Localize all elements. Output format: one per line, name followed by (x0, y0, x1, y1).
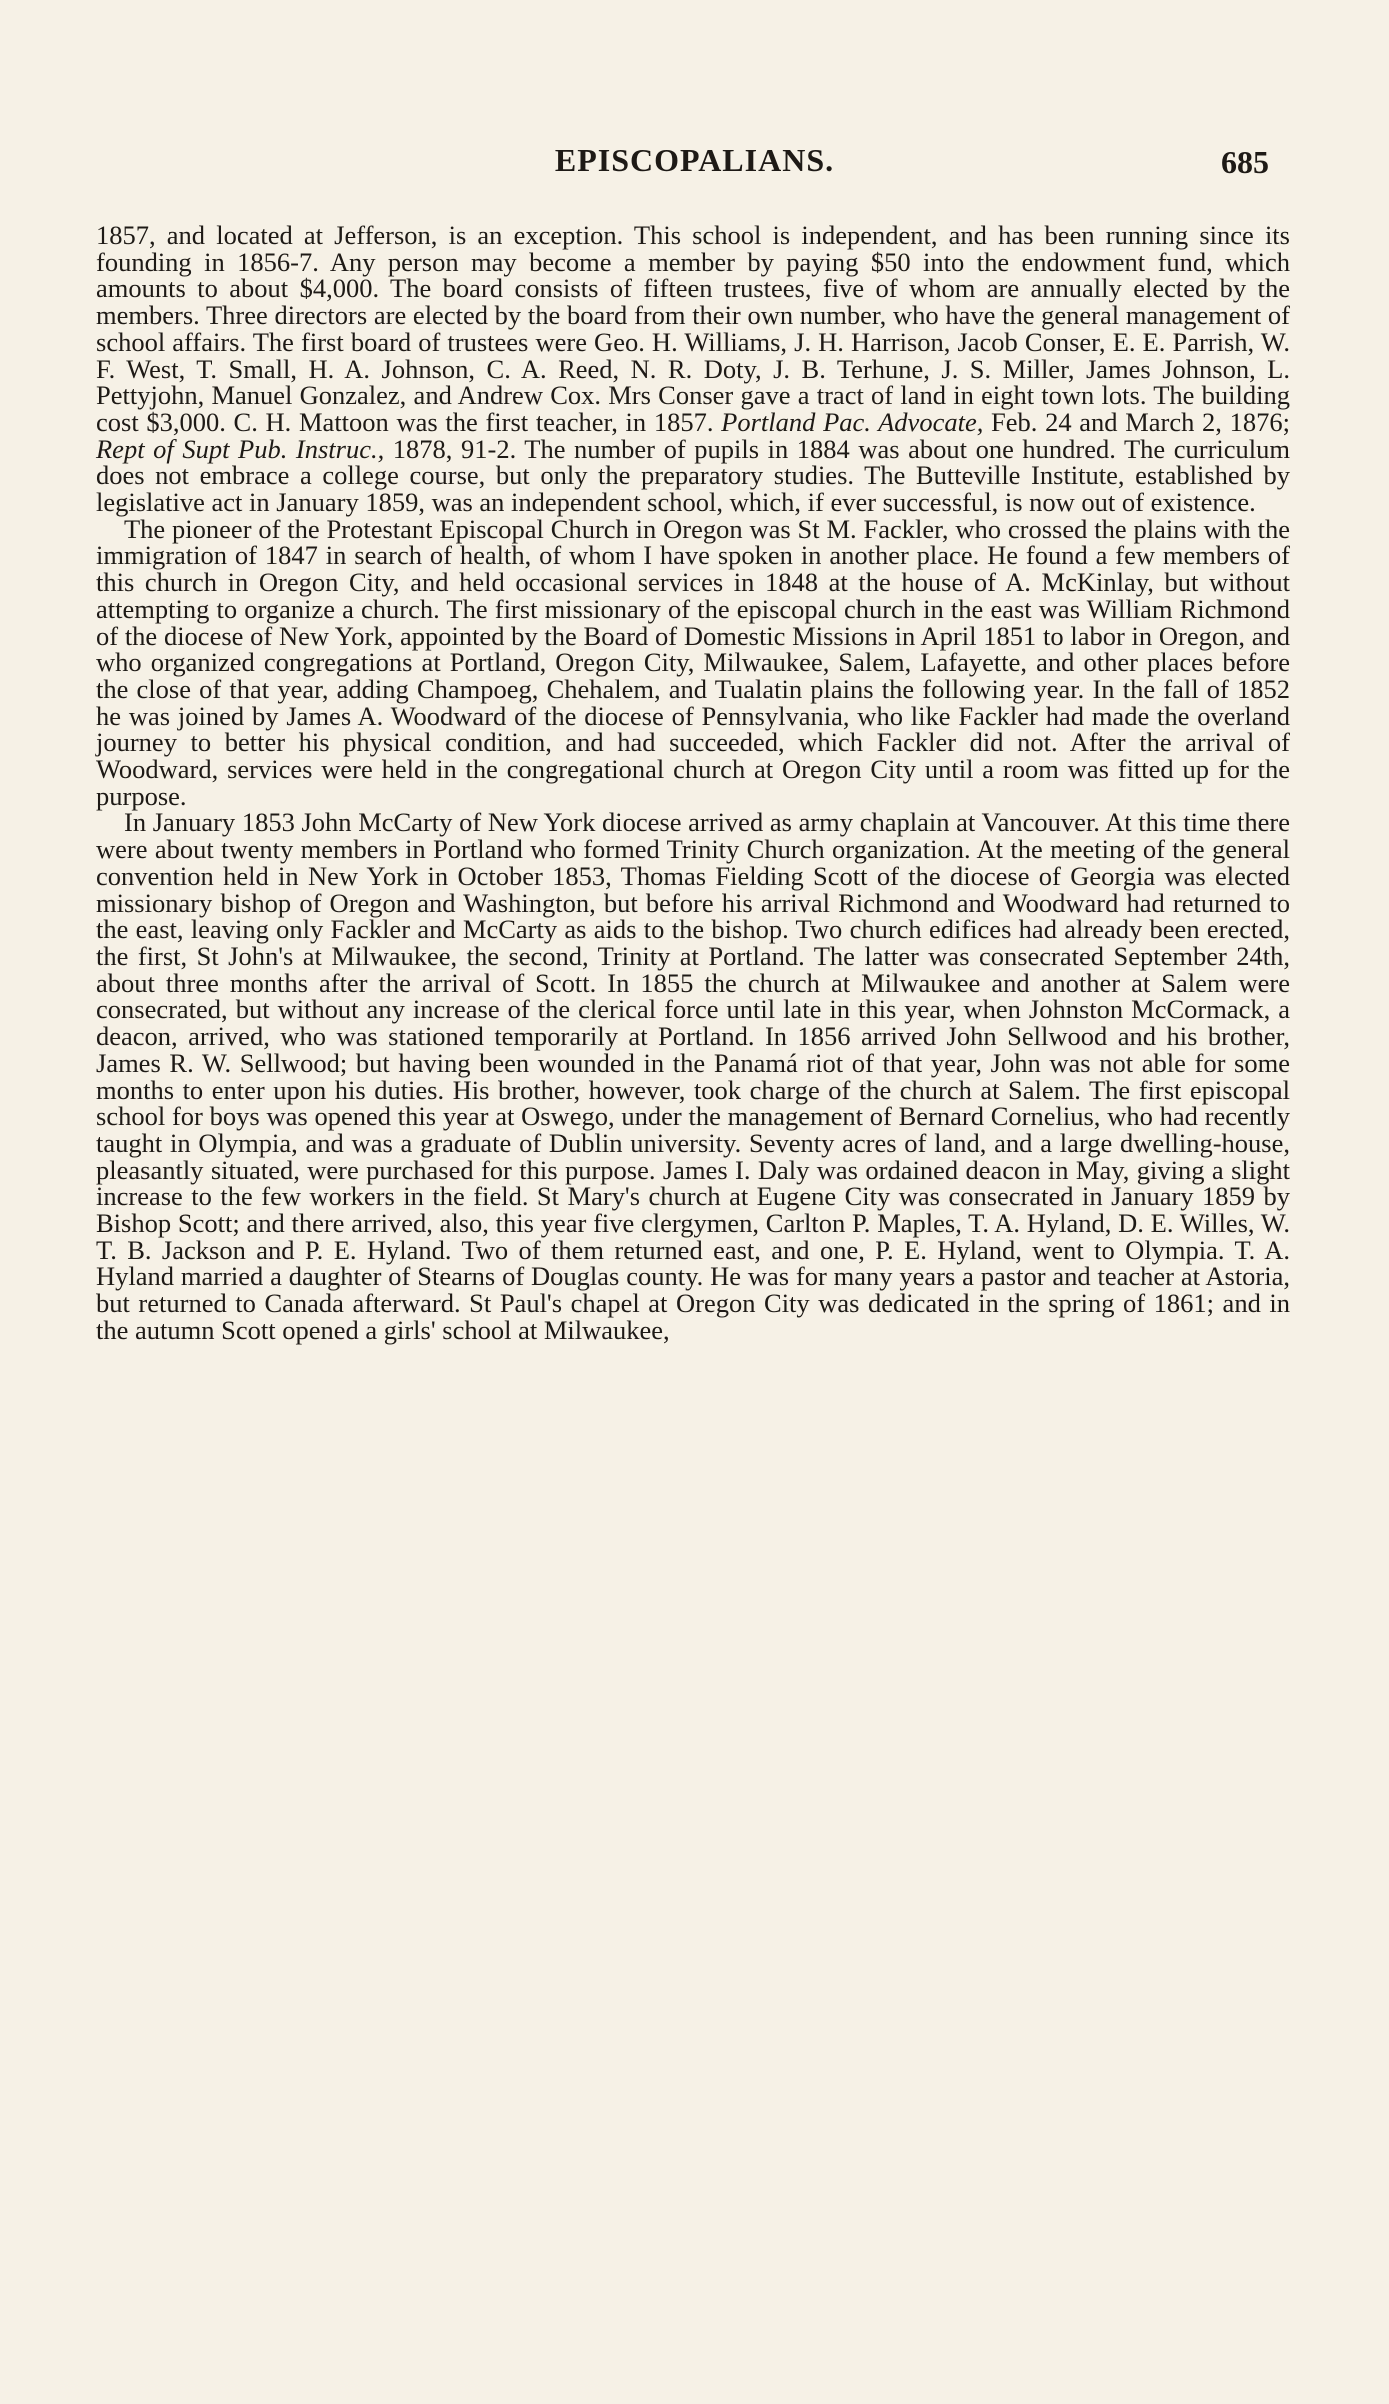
text-fragment: The pioneer of the Protestant Episcopal Church in Oregon was St M. Fackler, who crossed the plains with the immigration of 1847 in search of health, of whom I have spoken in another place. He found a few members of this church in Oregon City, and held occasional services in 1848 at the house of A. McKinlay, but without attempting to organize a church. The first missionary of the episcopal church in the east was William Richmond of the diocese of New York, appointed by the Board of Domestic Missions in April 1851 to labor in Oregon, and who organized congregations at Portland, Oregon City, Milwaukee, Salem, Lafayette, and other places before the close of that year, adding Champoeg, Chehalem, and Tualatin plains the following year. In the fall of 1852 he was joined by James A. Woodward of the diocese of Pennsylvania, who like Fackler had made the overland journey to better his physical condition, and had succeeded, which Fackler did not. After the arrival of Woodward, services were held in the congregational church at Oregon City until a room was fitted up for the purpose. (96, 513, 1290, 811)
paragraph-butteville-school (96, 222, 1290, 516)
text-fragment: 1878, 91-2. The number of pupils in 1884 was about one hundred. The curriculum does not embrace a college course, but only the preparatory studies. The Butteville Institute, established by legislative act in January 1859, was an independent school, which, if ever successful, is now out of existence. (96, 433, 1290, 518)
text-fragment: Feb. 24 and March 2, 1876; (983, 406, 1290, 437)
citation-italic: Portland Pac. Advocate, (721, 406, 984, 437)
page-header (0, 142, 1389, 182)
citation-italic: Rept of Supt Pub. Instruc., (96, 433, 385, 464)
text-fragment: 1857, and located at Jefferson, is an exception. This school is independent, and has been running since its founding in 1856-7. Any person may become a member by paying $50 into the endowment fund, which amounts to about $4,000. The board consists of fifteen trustees, five of whom are annually elected by the members. Three directors are elected by the board from their own number, who have the general management of school affairs. The first board of trustees were Geo. H. Williams, J. H. Harrison, Jacob Conser, E. E. Parrish, W. F. West, T. Small, H. A. Johnson, C. A. Reed, N. R. Doty, J. B. Terhune, J. S. Miller, James Johnson, L. Pettyjohn, Manuel Gonzalez, and Andrew Cox. Mrs Conser gave a tract of land in eight town lots. The building cost $3,000. C. H. Mattoon was the first teacher, in 1857. (96, 220, 1290, 437)
paragraph-mccarty-scott (96, 809, 1290, 1343)
text-fragment: In January 1853 John McCarty of New York diocese arrived as army chaplain at Vancouver. At this time there were about twenty members in Portland who formed Trinity Church organization. At the meeting of the general convention held in New York in October 1853, Thomas Fielding Scott of the diocese of Georgia was elected missionary bishop of Oregon and Washington, but before his arrival Richmond and Woodward had returned to the east, leaving only Fackler and McCarty as aids to the bishop. Two church edifices had already been erected, the first, St John's at Milwaukee, the second, Trinity at Portland. The latter was consecrated September 24th, about three months after the arrival of Scott. In 1855 the church at Milwaukee and another at Salem were consecrated, but without any increase of the clerical force until late in this year, when Johnston McCormack, a deacon, arrived, who was stationed temporarily at Portland. In 1856 arrived John Sellwood and his brother, James R. W. Sellwood; but having been wounded in the Panamá riot of that year, John was not able for some months to enter upon his duties. His brother, however, took charge of the church at Salem. The first episcopal school for boys was opened this year at Oswego, under the management of Bernard Cornelius, who had recently taught in Olympia, and was a graduate of Dublin university. Seventy acres of land, and a large dwelling-house, pleasantly situated, were purchased for this purpose. James I. Daly was ordained deacon in May, giving a slight increase to the few workers in the field. St Mary's church at Eugene City was consecrated in January 1859 by Bishop Scott; and there arrived, also, this year five clergymen, Carlton P. Maples, T. A. Hyland, D. E. Willes, W. T. B. Jackson and P. E. Hyland. Two of them returned east, and one, P. E. Hyland, went to Olympia. T. A. Hyland married a daughter of Stearns of Douglas county. He was for many years a pastor and teacher at Astoria, but returned to Canada afterward. St Paul's chapel at Oregon City was dedicated in the spring of 1861; and in the autumn Scott opened a girls' school at Milwaukee, (96, 807, 1290, 1345)
paragraph-episcopal-pioneer (96, 513, 1290, 811)
body-text (96, 222, 1290, 1344)
page-number: 685 (1221, 144, 1269, 180)
running-title: EPISCOPALIANS. (554, 142, 835, 178)
